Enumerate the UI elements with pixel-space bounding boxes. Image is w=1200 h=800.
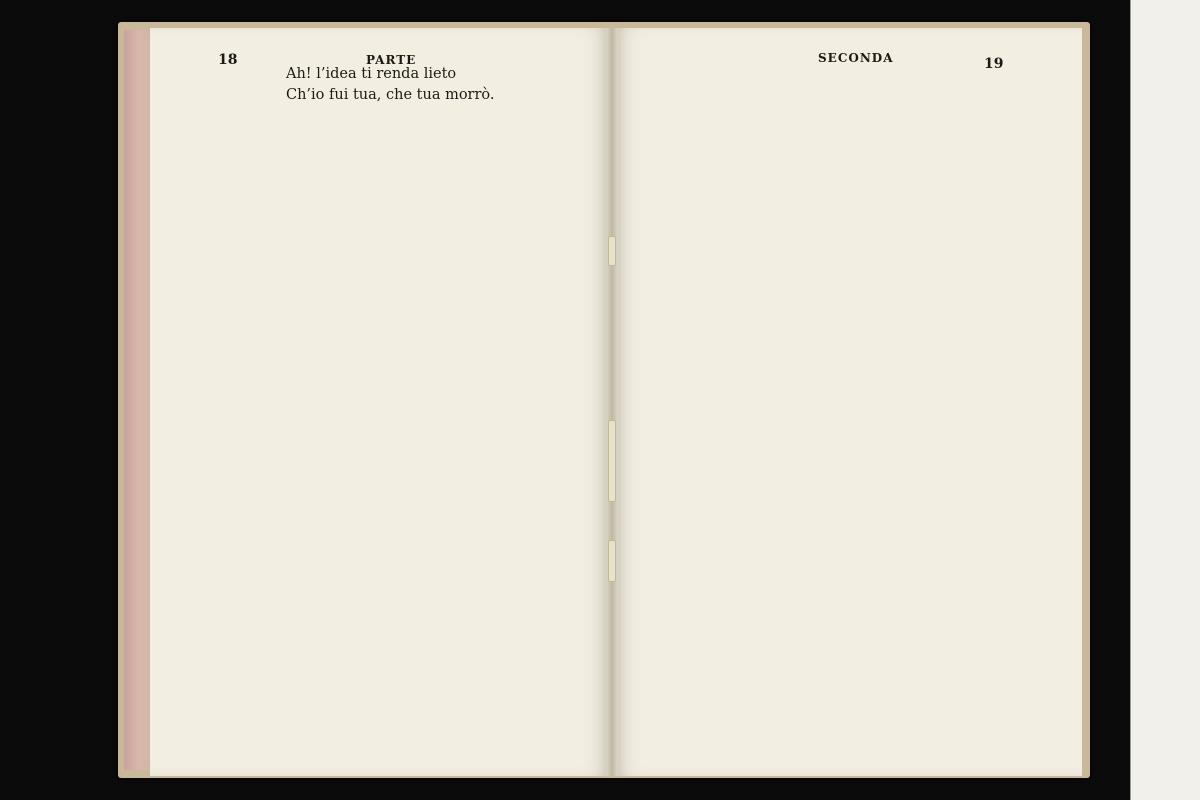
book-gutter: [606, 28, 618, 776]
verse-line: Ah! l’idea ti renda lieto: [286, 66, 457, 82]
verse-line: Ch’io fui tua, che tua morrò.: [286, 86, 495, 103]
right-page: [612, 28, 1082, 776]
binding-thread: [608, 420, 616, 502]
left-running-head: PARTE: [366, 53, 417, 67]
left-page: [150, 28, 612, 776]
binding-thread: [608, 540, 616, 582]
right-page-number: 19: [984, 56, 1004, 72]
right-running-head: SECONDA: [818, 51, 894, 65]
measuring-ruler: [1130, 0, 1200, 800]
binding-thread: [608, 236, 616, 266]
left-page-number: 18: [218, 52, 238, 68]
